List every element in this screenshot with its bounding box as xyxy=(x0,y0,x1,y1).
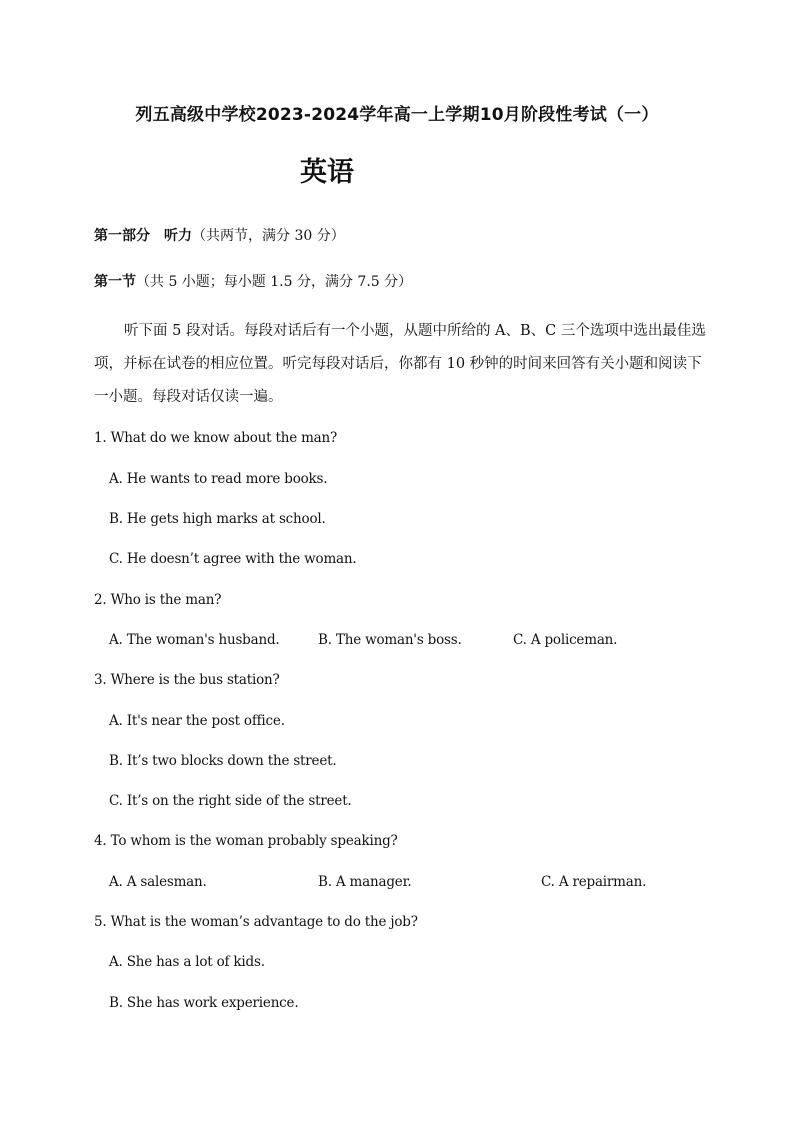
question-2-option-b: B. The woman's boss. xyxy=(318,632,462,648)
instructions-text: 听下面 5 段对话。每段对话后有一个小题，从题中所给的 A、B、C 三个选项中选出最佳选项，并标在试卷的相应位置。听完每段对话后，你都有 10 秒钟的时间来回答有关小题和阅读下一小题。每段对话仅读一遍。 xyxy=(94,323,706,405)
question-2-option-a: A. The woman's husband. xyxy=(109,632,280,648)
question-3-option-c: C. It’s on the right side of the street. xyxy=(109,793,352,809)
section-one-note: （共 5 小题；每小题 1.5 分，满分 7.5 分） xyxy=(136,274,413,290)
question-4-option-b: B. A manager. xyxy=(318,874,412,890)
question-5-option-b: B. She has work experience. xyxy=(109,995,299,1011)
question-4-option-c: C. A repairman. xyxy=(541,874,647,890)
question-2-stem: 2. Who is the man? xyxy=(94,592,222,608)
question-4-stem: 4. To whom is the woman probably speaking? xyxy=(94,833,398,849)
question-1-option-c: C. He doesn’t agree with the woman. xyxy=(109,551,357,567)
question-2-option-c: C. A policeman. xyxy=(513,632,618,648)
instructions xyxy=(94,315,706,414)
section-one-heading xyxy=(94,271,412,291)
question-5-stem: 5. What is the woman’s advantage to do the job? xyxy=(94,914,418,930)
section-one-title: 第一节 xyxy=(94,274,136,290)
question-1-option-a: A. He wants to read more books. xyxy=(109,471,328,487)
question-3-option-b: B. It’s two blocks down the street. xyxy=(109,753,337,769)
question-1-stem: 1. What do we know about the man? xyxy=(94,430,338,446)
question-3-stem: 3. Where is the bus station? xyxy=(94,672,280,688)
subject-title: 英语 xyxy=(300,157,354,188)
question-1-option-b: B. He gets high marks at school. xyxy=(109,511,326,527)
exam-title: 列五高级中学校2023-2024学年高一上学期10月阶段性考试（一） xyxy=(135,105,659,125)
part-one-note: （共两节，满分 30 分） xyxy=(192,228,345,244)
part-one-heading xyxy=(94,225,345,245)
question-5-option-a: A. She has a lot of kids. xyxy=(109,954,265,970)
question-4-option-a: A. A salesman. xyxy=(109,874,207,890)
question-3-option-a: A. It's near the post office. xyxy=(109,713,285,729)
part-one-title: 第一部分 听力 xyxy=(94,228,192,244)
